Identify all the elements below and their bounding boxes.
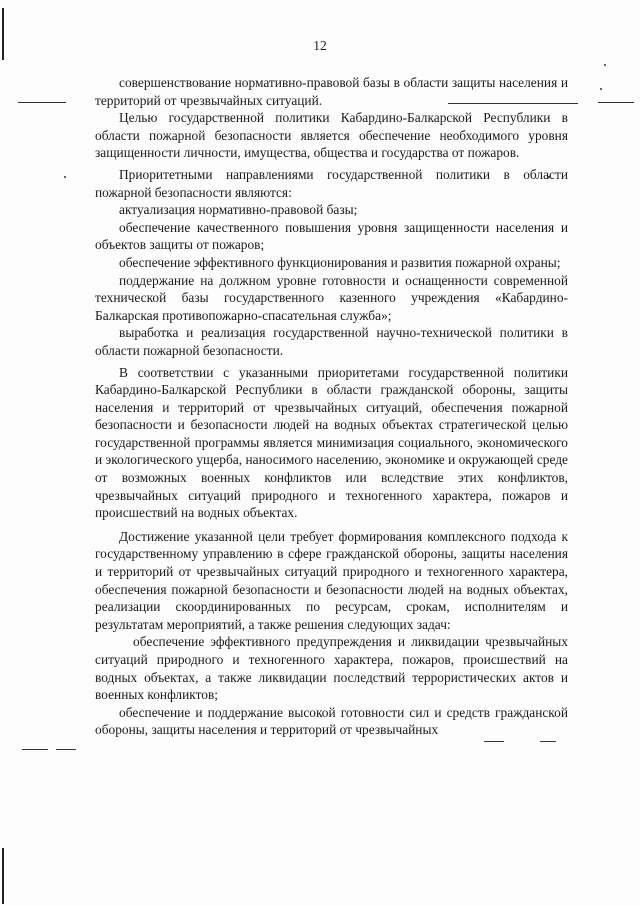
list-item: обеспечение и поддержание высокой готовности сил и средств гражданской обороны, защиты населения и территорий от чрезвычайных (95, 704, 568, 738)
list-item: обеспечение эффективного предупреждения и ликвидации чрезвычайных ситуаций природного и техногенного характера, пожаров, происшествий на водных объектах, а также ликвидации последствий террористических актов и военных конфликтов; (95, 634, 568, 703)
list-item: поддержание на должном уровне готовности и оснащенности современной технической базы государственного казенного учреждения «Кабардино-Балкарская противопожарно-спасательная служба»; (95, 272, 568, 323)
scan-mark (598, 102, 634, 103)
paragraph: Достижение указанной цели требует формирования комплексного подхода к государственному управлению в сфере гражданской обороны, защиты населения и территорий от чрезвычайных ситуаций природного и техногенного характера, обеспечения пожарной безопасности и безопасности людей на водных объектах, реализации скоординированных по ресурсам, срокам, исполнителям и результатам мероприятий, а также решения следующих задач: (95, 528, 568, 632)
scan-speck (604, 64, 606, 66)
list-item: обеспечение качественного повышения уровня защищенности населения и объектов защиты от пожаров; (95, 219, 568, 253)
list-item: обеспечение эффективного функционирования и развития пожарной охраны; (119, 254, 561, 270)
paragraph: Целью государственной политики Кабардино-Балкарской Республики в области пожарной безопасности является обеспечение необходимого уровня защищенности личности, имущества, общества и государства от пожаров. (95, 110, 568, 161)
scan-mark (56, 749, 76, 750)
paragraph: совершенствование нормативно-правовой базы в области защиты населения и территорий от чрезвычайных ситуаций. (95, 75, 568, 108)
scan-mark (22, 749, 48, 750)
scan-mark (484, 741, 504, 742)
list-item: выработка и реализация государственной научно-технической политики в области пожарной безопасности. (95, 325, 568, 358)
scan-speck (600, 88, 602, 90)
scan-mark (18, 102, 66, 103)
document-body (95, 74, 568, 739)
page-number: 12 (313, 38, 327, 53)
paragraph: Приоритетными направлениями государственной политики в области пожарной безопасности являются: (95, 166, 568, 200)
list-item: актуализация нормативно-правовой базы; (119, 202, 358, 218)
paragraph: В соответствии с указанными приоритетами государственной политики Кабардино-Балкарской Республики в области гражданской обороны, защиты населения и территорий от чрезвычайных ситуаций, обеспечения пожарной безопасности и безопасности людей на водных объектах стратегической целью государственной программы является минимизация социального, экономического и экологического ущерба, наносимого населению, экономике и окружающей среде от возможных военных конфликтов или вследствие этих конфликтов, чрезвычайных ситуаций природного и техногенного характера, пожаров и происшествий на водных объектах. (95, 364, 568, 521)
scan-edge-bottom (2, 848, 4, 904)
scan-speck (64, 176, 66, 178)
scan-mark (540, 741, 556, 742)
